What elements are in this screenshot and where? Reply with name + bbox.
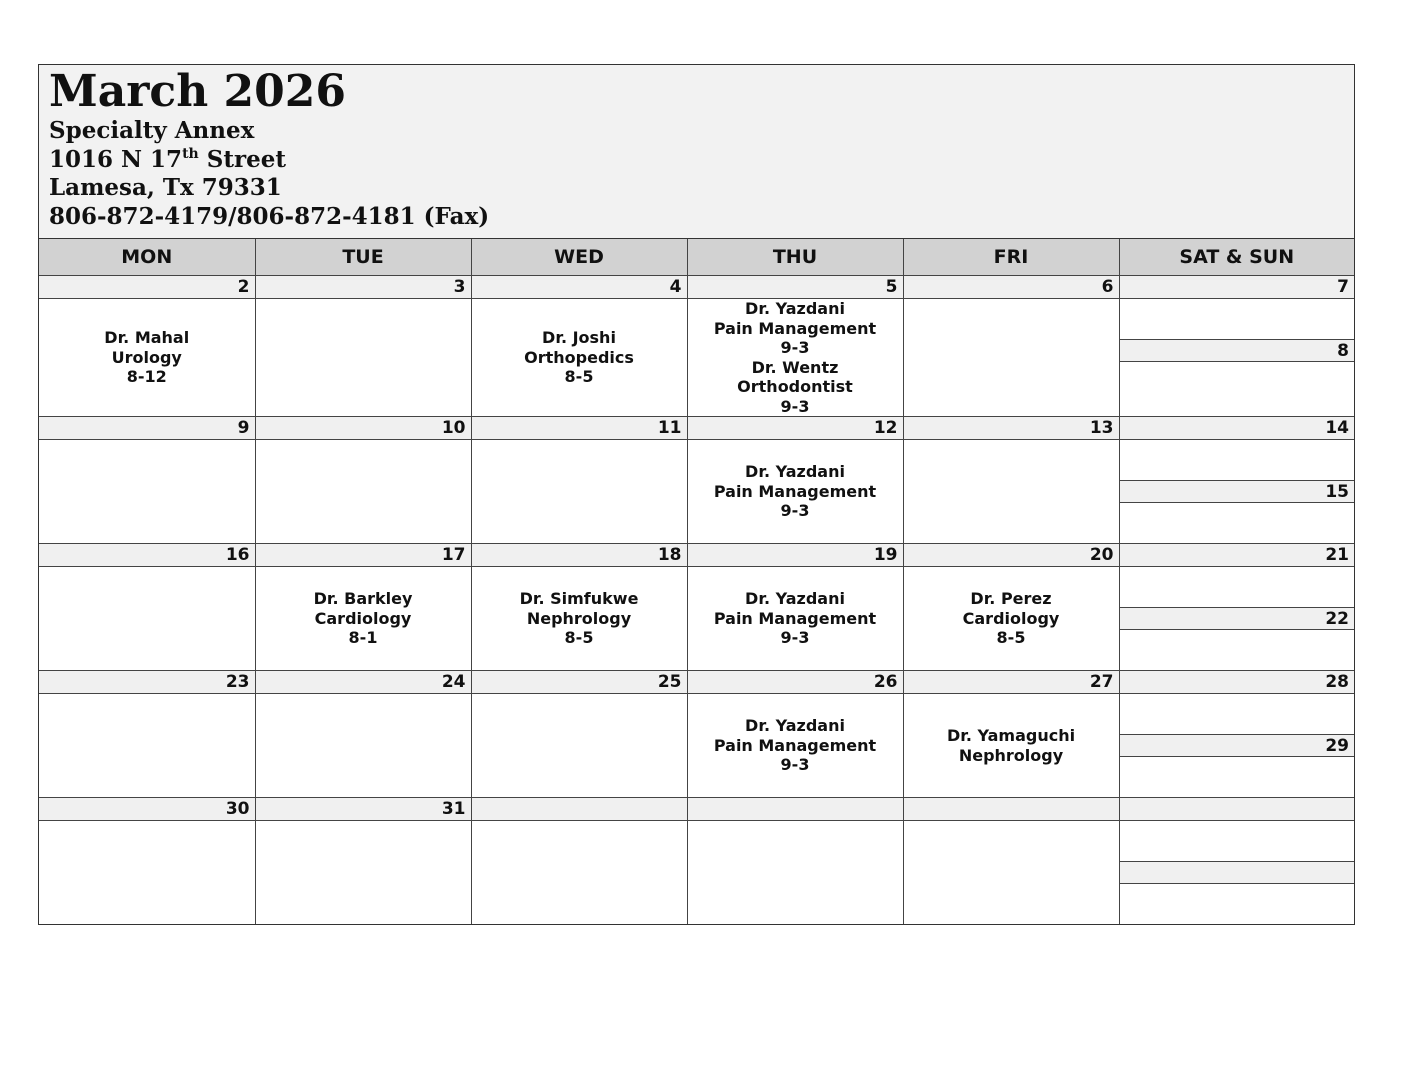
week-row — [39, 694, 1354, 798]
weekday-header: THU — [687, 239, 903, 276]
date-row — [39, 276, 1354, 299]
day-cell — [903, 567, 1119, 671]
day-cell — [903, 299, 1119, 417]
event-line: 8-5 — [996, 628, 1026, 648]
event-line: Dr. Yazdani — [745, 716, 845, 736]
date-number: 26 — [687, 671, 903, 694]
saturday-slot — [1120, 821, 1355, 862]
event-line: Orthopedics — [524, 347, 634, 367]
date-number: 17 — [255, 544, 471, 567]
date-number — [687, 798, 903, 821]
sunday-slot — [1120, 757, 1355, 797]
event-line: 9-3 — [780, 501, 810, 521]
weekday-header: FRI — [903, 239, 1119, 276]
day-cell — [255, 299, 471, 417]
day-cell — [903, 440, 1119, 544]
day-cell — [687, 440, 903, 544]
day-cell — [903, 821, 1119, 925]
sunday-slot — [1120, 362, 1355, 402]
day-cell — [39, 299, 255, 417]
day-cell — [687, 299, 903, 417]
event-line: Dr. Yazdani — [745, 299, 845, 318]
event-line: 8-5 — [564, 367, 594, 387]
weekday-header: TUE — [255, 239, 471, 276]
week-row — [39, 440, 1354, 544]
event-line: Nephrology — [958, 745, 1064, 765]
day-cell — [471, 694, 687, 798]
event-line: 8-12 — [126, 367, 167, 387]
date-row — [39, 671, 1354, 694]
event-line: Dr. Yamaguchi — [946, 726, 1076, 745]
date-number: 19 — [687, 544, 903, 567]
event-line: Orthodontist — [737, 377, 853, 396]
event-line: Dr. Wentz — [751, 357, 839, 377]
date-number: 10 — [255, 417, 471, 440]
event-line: Dr. Yazdani — [745, 589, 845, 609]
day-cell — [687, 821, 903, 925]
event-line: 8-5 — [564, 628, 594, 648]
event-line: 9-3 — [780, 755, 810, 775]
weekday-header: SAT & SUN — [1119, 239, 1354, 276]
facility-name: Specialty Annex — [49, 117, 255, 144]
sunday-date-number: 8 — [1120, 340, 1355, 362]
weekday-header: MON — [39, 239, 255, 276]
sunday-slot — [1120, 884, 1355, 924]
date-number: 13 — [903, 417, 1119, 440]
street-address-ordinal: th — [182, 145, 199, 162]
day-cell — [39, 821, 255, 925]
date-number: 30 — [39, 798, 255, 821]
event-line: 9-3 — [780, 338, 810, 357]
event-line: Dr. Perez — [970, 589, 1052, 609]
date-row — [39, 417, 1354, 440]
sunday-date-number — [1120, 862, 1355, 884]
sunday-slot — [1120, 503, 1355, 543]
street-address-suffix: Street — [198, 145, 286, 173]
weekend-cell — [1119, 567, 1354, 671]
event-line: Dr. Simfukwe — [519, 589, 639, 609]
weekday-header: WED — [471, 239, 687, 276]
event-line: 9-3 — [780, 628, 810, 648]
event-line: Pain Management — [713, 608, 877, 628]
date-number: 12 — [687, 417, 903, 440]
day-cell — [471, 299, 687, 417]
sunday-slot — [1120, 630, 1355, 670]
date-number: 4 — [471, 276, 687, 299]
event-line: Cardiology — [962, 608, 1060, 628]
calendar — [38, 64, 1355, 925]
date-number: 21 — [1119, 544, 1354, 567]
calendar-grid — [39, 239, 1354, 924]
day-cell — [39, 567, 255, 671]
date-number: 3 — [255, 276, 471, 299]
day-cell — [255, 694, 471, 798]
event-line: Pain Management — [713, 735, 877, 755]
street-address — [49, 146, 1354, 175]
date-number: 14 — [1119, 417, 1354, 440]
weekend-cell — [1119, 821, 1354, 925]
date-number — [903, 798, 1119, 821]
event-line: 9-3 — [780, 396, 810, 416]
date-number: 11 — [471, 417, 687, 440]
event-line: Dr. Barkley — [313, 589, 413, 609]
event-line: Dr. Joshi — [542, 328, 616, 348]
weekday-header-row — [39, 239, 1354, 276]
month-title: March 2026 — [49, 66, 346, 117]
weekend-cell — [1119, 299, 1354, 417]
date-number: 28 — [1119, 671, 1354, 694]
date-number: 9 — [39, 417, 255, 440]
phone-fax: 806-872-4179/806-872-4181 (Fax) — [49, 202, 490, 230]
day-cell — [255, 567, 471, 671]
date-number: 27 — [903, 671, 1119, 694]
day-cell — [687, 694, 903, 798]
week-row — [39, 567, 1354, 671]
date-number: 18 — [471, 544, 687, 567]
week-row — [39, 821, 1354, 925]
city-state-zip: Lamesa, Tx 79331 — [49, 174, 282, 201]
date-number: 2 — [39, 276, 255, 299]
date-number: 24 — [255, 671, 471, 694]
sunday-date-number: 15 — [1120, 481, 1355, 503]
date-number: 25 — [471, 671, 687, 694]
day-cell — [471, 440, 687, 544]
event-line: 8-1 — [348, 628, 378, 648]
day-cell — [39, 440, 255, 544]
day-cell — [39, 694, 255, 798]
event-line: Cardiology — [314, 608, 412, 628]
saturday-slot — [1120, 694, 1355, 735]
date-number: 16 — [39, 544, 255, 567]
sunday-date-number: 22 — [1120, 608, 1355, 630]
day-cell — [903, 694, 1119, 798]
sunday-date-number: 29 — [1120, 735, 1355, 757]
weekend-cell — [1119, 440, 1354, 544]
event-line: Nephrology — [526, 608, 632, 628]
date-number: 20 — [903, 544, 1119, 567]
date-number: 6 — [903, 276, 1119, 299]
event-line: Dr. Mahal — [104, 328, 190, 348]
event-line: Pain Management — [713, 318, 877, 338]
date-row — [39, 544, 1354, 567]
day-cell — [471, 821, 687, 925]
day-cell — [471, 567, 687, 671]
day-cell — [687, 567, 903, 671]
calendar-header — [39, 65, 1354, 239]
saturday-slot — [1120, 440, 1355, 481]
weekend-cell — [1119, 694, 1354, 798]
day-cell — [255, 440, 471, 544]
date-number — [1119, 798, 1354, 821]
date-number: 23 — [39, 671, 255, 694]
event-line: Urology — [111, 347, 182, 367]
event-line: Pain Management — [713, 481, 877, 501]
week-row — [39, 299, 1354, 417]
saturday-slot — [1120, 567, 1355, 608]
street-address-prefix: 1016 N 17 — [49, 145, 183, 173]
date-number: 5 — [687, 276, 903, 299]
date-number: 31 — [255, 798, 471, 821]
date-number — [471, 798, 687, 821]
date-number: 7 — [1119, 276, 1354, 299]
saturday-slot — [1120, 299, 1355, 340]
event-line: Dr. Yazdani — [745, 462, 845, 482]
date-row — [39, 798, 1354, 821]
day-cell — [255, 821, 471, 925]
